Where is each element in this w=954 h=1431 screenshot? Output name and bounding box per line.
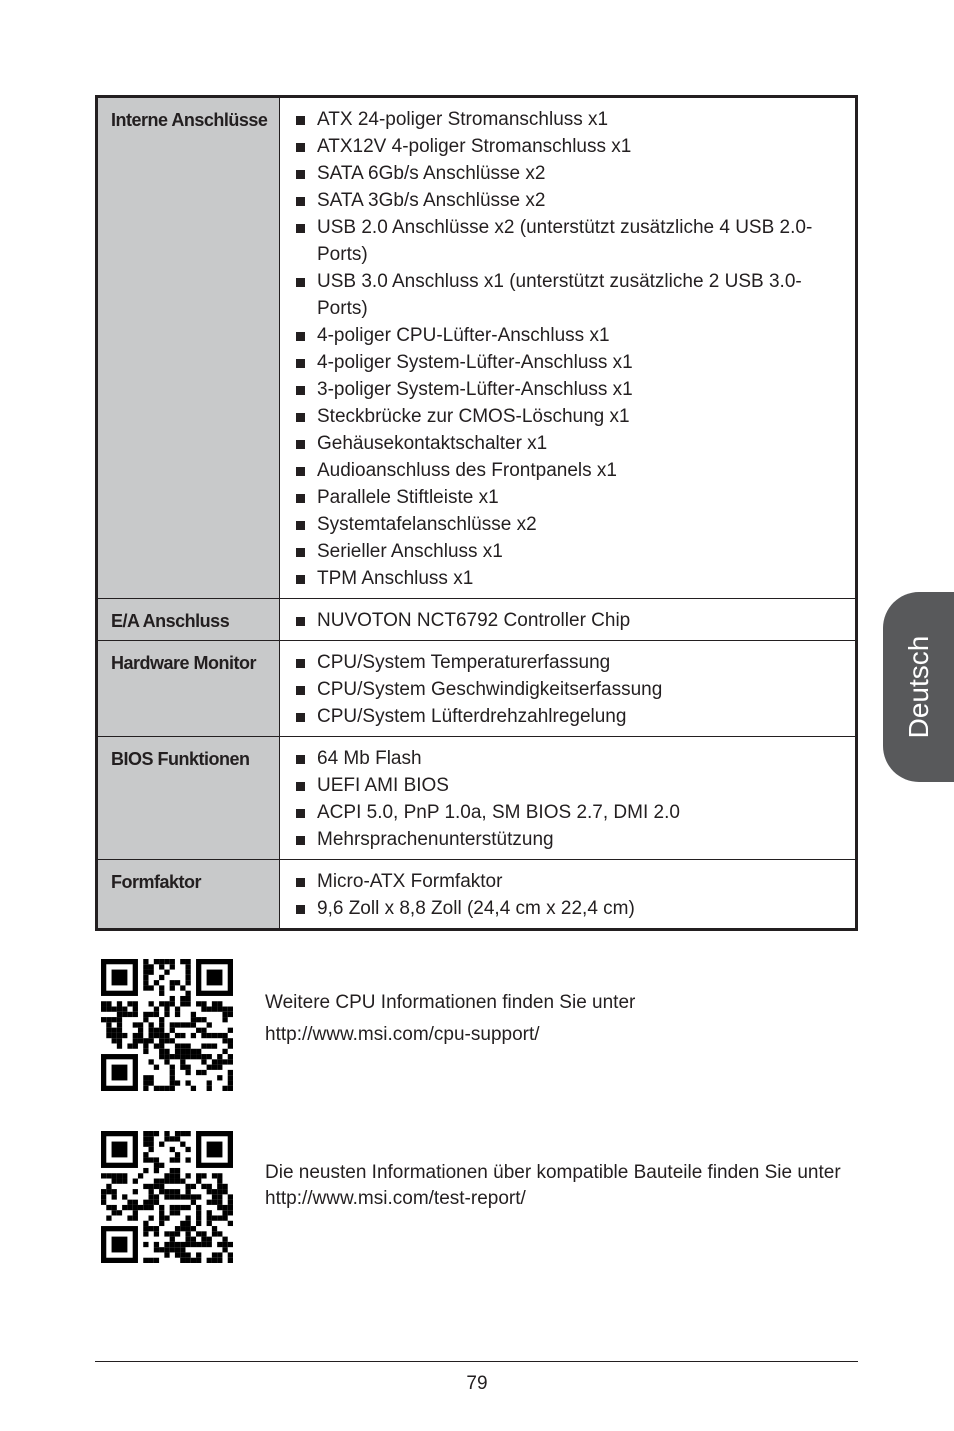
spec-item: CPU/System Geschwindigkeitserfassung	[294, 676, 845, 703]
spec-item-list	[294, 106, 845, 592]
spec-row-label: Formfaktor	[97, 860, 280, 930]
spec-item: UEFI AMI BIOS	[294, 772, 845, 799]
spec-item: Audioanschluss des Frontpanels x1	[294, 457, 845, 484]
spec-row	[97, 860, 857, 930]
language-tab-label: Deutsch	[902, 635, 934, 739]
spec-item: Mehrsprachenunterstützung	[294, 826, 845, 853]
spec-row-values	[280, 737, 857, 860]
cpu-support-qr-code	[101, 959, 233, 1091]
spec-item: Serieller Anschluss x1	[294, 538, 845, 565]
spec-item: Micro-ATX Formfaktor	[294, 868, 845, 895]
spec-item-list	[294, 607, 845, 634]
spec-row	[97, 737, 857, 860]
spec-row	[97, 97, 857, 599]
spec-row-values	[280, 641, 857, 737]
spec-item-list	[294, 868, 845, 922]
spec-row-label: Interne Anschlüsse	[97, 97, 280, 599]
spec-item: SATA 3Gb/s Anschlüsse x2	[294, 187, 845, 214]
spec-item: ACPI 5.0, PnP 1.0a, SM BIOS 2.7, DMI 2.0	[294, 799, 845, 826]
spec-item: ATX12V 4-poliger Stromanschluss x1	[294, 133, 845, 160]
spec-item: 3-poliger System-Lüfter-Anschluss x1	[294, 376, 845, 403]
footer-divider	[95, 1361, 858, 1362]
cpu-info-text: Weitere CPU Informationen finden Sie unter	[265, 992, 636, 1013]
language-tab	[883, 592, 954, 782]
spec-item: SATA 6Gb/s Anschlüsse x2	[294, 160, 845, 187]
page-number: 79	[466, 1373, 488, 1394]
spec-item: Parallele Stiftleiste x1	[294, 484, 845, 511]
spec-item: CPU/System Temperaturerfassung	[294, 649, 845, 676]
spec-row-values	[280, 599, 857, 641]
cpu-support-url[interactable]: http://www.msi.com/cpu-support/	[265, 1024, 540, 1045]
cpu-info-note	[265, 990, 635, 1048]
spec-row	[97, 641, 857, 737]
spec-item-list	[294, 649, 845, 730]
spec-item: TPM Anschluss x1	[294, 565, 845, 592]
spec-row	[97, 599, 857, 641]
spec-item: USB 3.0 Anschluss x1 (unterstützt zusätzliche 2 USB 3.0-Ports)	[294, 268, 845, 322]
spec-item: 4-poliger System-Lüfter-Anschluss x1	[294, 349, 845, 376]
spec-row-values	[280, 860, 857, 930]
spec-item: NUVOTON NCT6792 Controller Chip	[294, 607, 845, 634]
spec-row-label: BIOS Funktionen	[97, 737, 280, 860]
specification-table	[95, 95, 858, 931]
spec-item: 9,6 Zoll x 8,8 Zoll (24,4 cm x 22,4 cm)	[294, 895, 845, 922]
spec-row-label: Hardware Monitor	[97, 641, 280, 737]
spec-item: Steckbrücke zur CMOS-Löschung x1	[294, 403, 845, 430]
spec-item: 4-poliger CPU-Lüfter-Anschluss x1	[294, 322, 845, 349]
spec-row-label: E/A Anschluss	[97, 599, 280, 641]
test-report-qr-code	[101, 1131, 233, 1263]
spec-item: 64 Mb Flash	[294, 745, 845, 772]
spec-item: Systemtafelanschlüsse x2	[294, 511, 845, 538]
spec-item: Gehäusekontaktschalter x1	[294, 430, 845, 457]
spec-item: ATX 24-poliger Stromanschluss x1	[294, 106, 845, 133]
spec-item: CPU/System Lüfterdrehzahlregelung	[294, 703, 845, 730]
spec-item: USB 2.0 Anschlüsse x2 (unterstützt zusätzliche 4 USB 2.0-Ports)	[294, 214, 845, 268]
spec-item-list	[294, 745, 845, 853]
test-report-note: Die neusten Informationen über kompatible Bauteile finden Sie unter http://www.msi.com/test-report/	[265, 1162, 841, 1209]
spec-row-values	[280, 97, 857, 599]
